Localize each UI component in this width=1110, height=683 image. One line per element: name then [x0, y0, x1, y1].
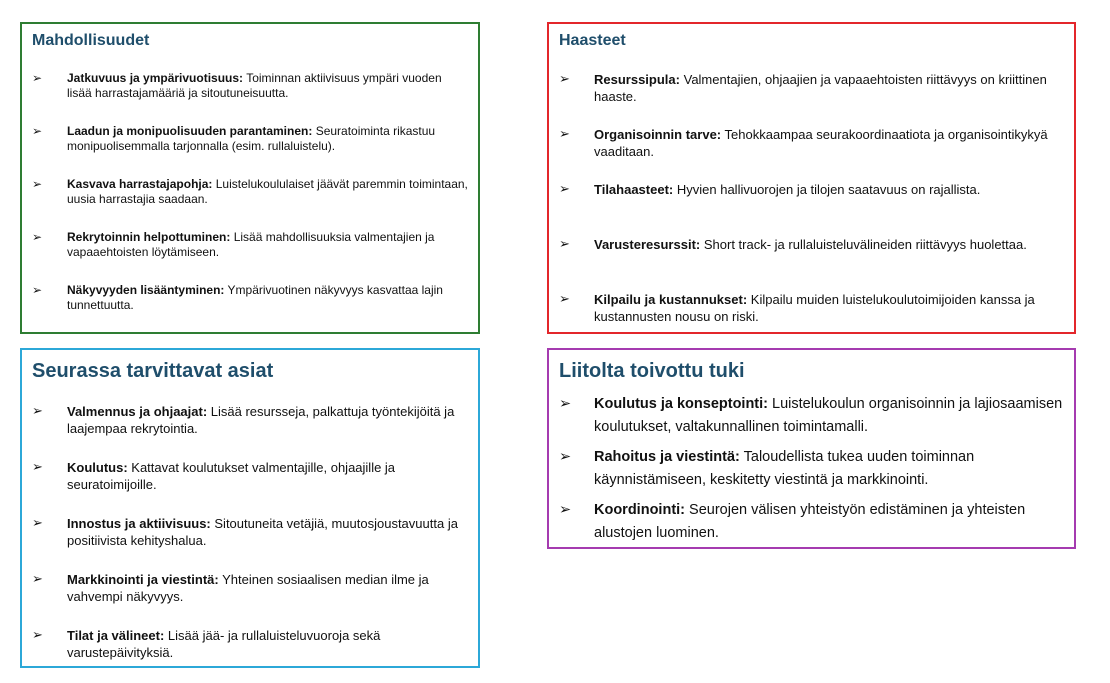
item-text: Luistelukoulun organisoinnin ja lajiosaamisen koulutukset, valtakunnallinen toimintamalli.: [594, 396, 1063, 435]
club-needs-title: Seurassa tarvittavat asiat: [32, 360, 274, 382]
arrow-bullet-icon: ➢: [559, 182, 570, 197]
item-text: Lisää mahdollisuuksia valmentajien ja vapaaehtoisten löytämiseen.: [67, 230, 435, 259]
federation-support-title: Liitolta toivottu tuki: [559, 360, 745, 382]
list-item: [22, 283, 468, 336]
item-text: Sitoutuneita vetäjiä, muutosjoustavuutta ja positiivista kehityshalua.: [67, 516, 458, 548]
federation-support-list: [549, 393, 1064, 552]
opportunities-list: [22, 71, 468, 336]
item-text: Taloudellista tukea uuden toiminnan käynnistämiseen, keskitetty viestintä ja markkinointi.: [594, 449, 975, 488]
item-term: Organisoinnin tarve:: [594, 127, 722, 142]
list-item: [549, 291, 1064, 346]
item-text: Hyvien hallivuorojen ja tilojen saatavuus on rajallista.: [676, 182, 981, 197]
arrow-bullet-icon: ➢: [32, 71, 43, 85]
challenges-title: Haasteet: [559, 32, 626, 49]
federation-support-box: [547, 348, 1076, 549]
item-text: Luistelukoululaiset jäävät paremmin toimintaan, uusia harrastajia saadaan.: [67, 177, 468, 206]
item-term: Innostus ja aktiivisuus:: [67, 516, 211, 531]
item-term: Laadun ja monipuolisuuden parantaminen:: [67, 124, 313, 138]
arrow-bullet-icon: ➢: [32, 124, 43, 138]
arrow-bullet-icon: ➢: [32, 460, 43, 475]
arrow-bullet-icon: ➢: [32, 628, 43, 643]
list-item: [22, 627, 468, 683]
list-item: [549, 236, 1064, 291]
arrow-bullet-icon: ➢: [32, 283, 43, 297]
list-item: [22, 571, 468, 627]
item-term: Kasvava harrastajapohja:: [67, 177, 213, 191]
challenges-box: [547, 22, 1076, 334]
item-term: Koulutus ja konseptointi:: [594, 396, 768, 412]
item-text: Kilpailu muiden luistelukoulutoimijoiden kanssa ja kustannusten nousu on riski.: [594, 292, 1035, 324]
item-term: Jatkuvuus ja ympärivuotisuus:: [67, 71, 244, 85]
club-needs-list: [22, 403, 468, 683]
list-item: [22, 71, 468, 124]
arrow-bullet-icon: ➢: [559, 502, 572, 518]
arrow-bullet-icon: ➢: [32, 404, 43, 419]
item-term: Kilpailu ja kustannukset:: [594, 292, 748, 307]
arrow-bullet-icon: ➢: [559, 237, 570, 252]
item-text: Ympärivuotinen näkyvyys kasvattaa lajin tunnettuutta.: [67, 283, 443, 312]
arrow-bullet-icon: ➢: [559, 292, 570, 307]
item-text: Lisää resursseja, palkattuja työntekijöitä ja laajempaa rekrytointia.: [67, 404, 455, 436]
arrow-bullet-icon: ➢: [32, 177, 43, 191]
item-text: Tehokkaampaa seurakoordinaatiota ja organisointikykyä vaaditaan.: [594, 127, 1048, 159]
arrow-bullet-icon: ➢: [32, 572, 43, 587]
list-item: [549, 393, 1064, 446]
list-item: [22, 459, 468, 515]
opportunities-title: Mahdollisuudet: [32, 32, 150, 49]
arrow-bullet-icon: ➢: [559, 127, 570, 142]
arrow-bullet-icon: ➢: [559, 396, 572, 412]
arrow-bullet-icon: ➢: [32, 516, 43, 531]
item-text: Seurojen välisen yhteistyön edistäminen ja yhteisten alustojen luominen.: [594, 502, 1026, 541]
list-item: [22, 124, 468, 177]
list-item: [549, 446, 1064, 499]
item-term: Resurssipula:: [594, 72, 680, 87]
list-item: [22, 515, 468, 571]
opportunities-box: [20, 22, 480, 334]
list-item: [22, 177, 468, 230]
item-term: Rahoitus ja viestintä:: [594, 449, 740, 465]
list-item: [549, 126, 1064, 181]
item-text: Yhteinen sosiaalisen median ilme ja vahvempi näkyvyys.: [67, 572, 429, 604]
item-text: Toiminnan aktiivisuus ympäri vuoden lisää harrastajamääriä ja sitoutuneisuutta.: [67, 71, 442, 100]
item-term: Tilat ja välineet:: [67, 628, 165, 643]
list-item: [549, 499, 1064, 552]
item-term: Näkyvyyden lisääntyminen:: [67, 283, 225, 297]
arrow-bullet-icon: ➢: [559, 449, 572, 465]
item-term: Koulutus:: [67, 460, 128, 475]
challenges-list: [549, 71, 1064, 346]
list-item: [549, 181, 1064, 236]
item-text: Short track- ja rullaluisteluvälineiden riittävyys huolettaa.: [703, 237, 1027, 252]
item-text: Kattavat koulutukset valmentajille, ohjaajille ja seuratoimijoille.: [67, 460, 396, 492]
list-item: [22, 230, 468, 283]
arrow-bullet-icon: ➢: [559, 72, 570, 87]
item-term: Koordinointi:: [594, 502, 686, 518]
item-text: Seuratoiminta rikastuu monipuolisemmalla tarjonnalla (esim. rullaluistelu).: [67, 124, 436, 153]
arrow-bullet-icon: ➢: [32, 230, 43, 244]
item-term: Rekrytoinnin helpottuminen:: [67, 230, 231, 244]
club-needs-box: [20, 348, 480, 668]
list-item: [549, 71, 1064, 126]
item-term: Markkinointi ja viestintä:: [67, 572, 219, 587]
list-item: [22, 403, 468, 459]
item-text: Lisää jää- ja rullaluisteluvuoroja sekä varustepäivityksiä.: [67, 628, 381, 660]
item-term: Valmennus ja ohjaajat:: [67, 404, 208, 419]
item-term: Tilahaasteet:: [594, 182, 674, 197]
item-text: Valmentajien, ohjaajien ja vapaaehtoisten riittävyys on kriittinen haaste.: [594, 72, 1047, 104]
item-term: Varusteresurssit:: [594, 237, 701, 252]
